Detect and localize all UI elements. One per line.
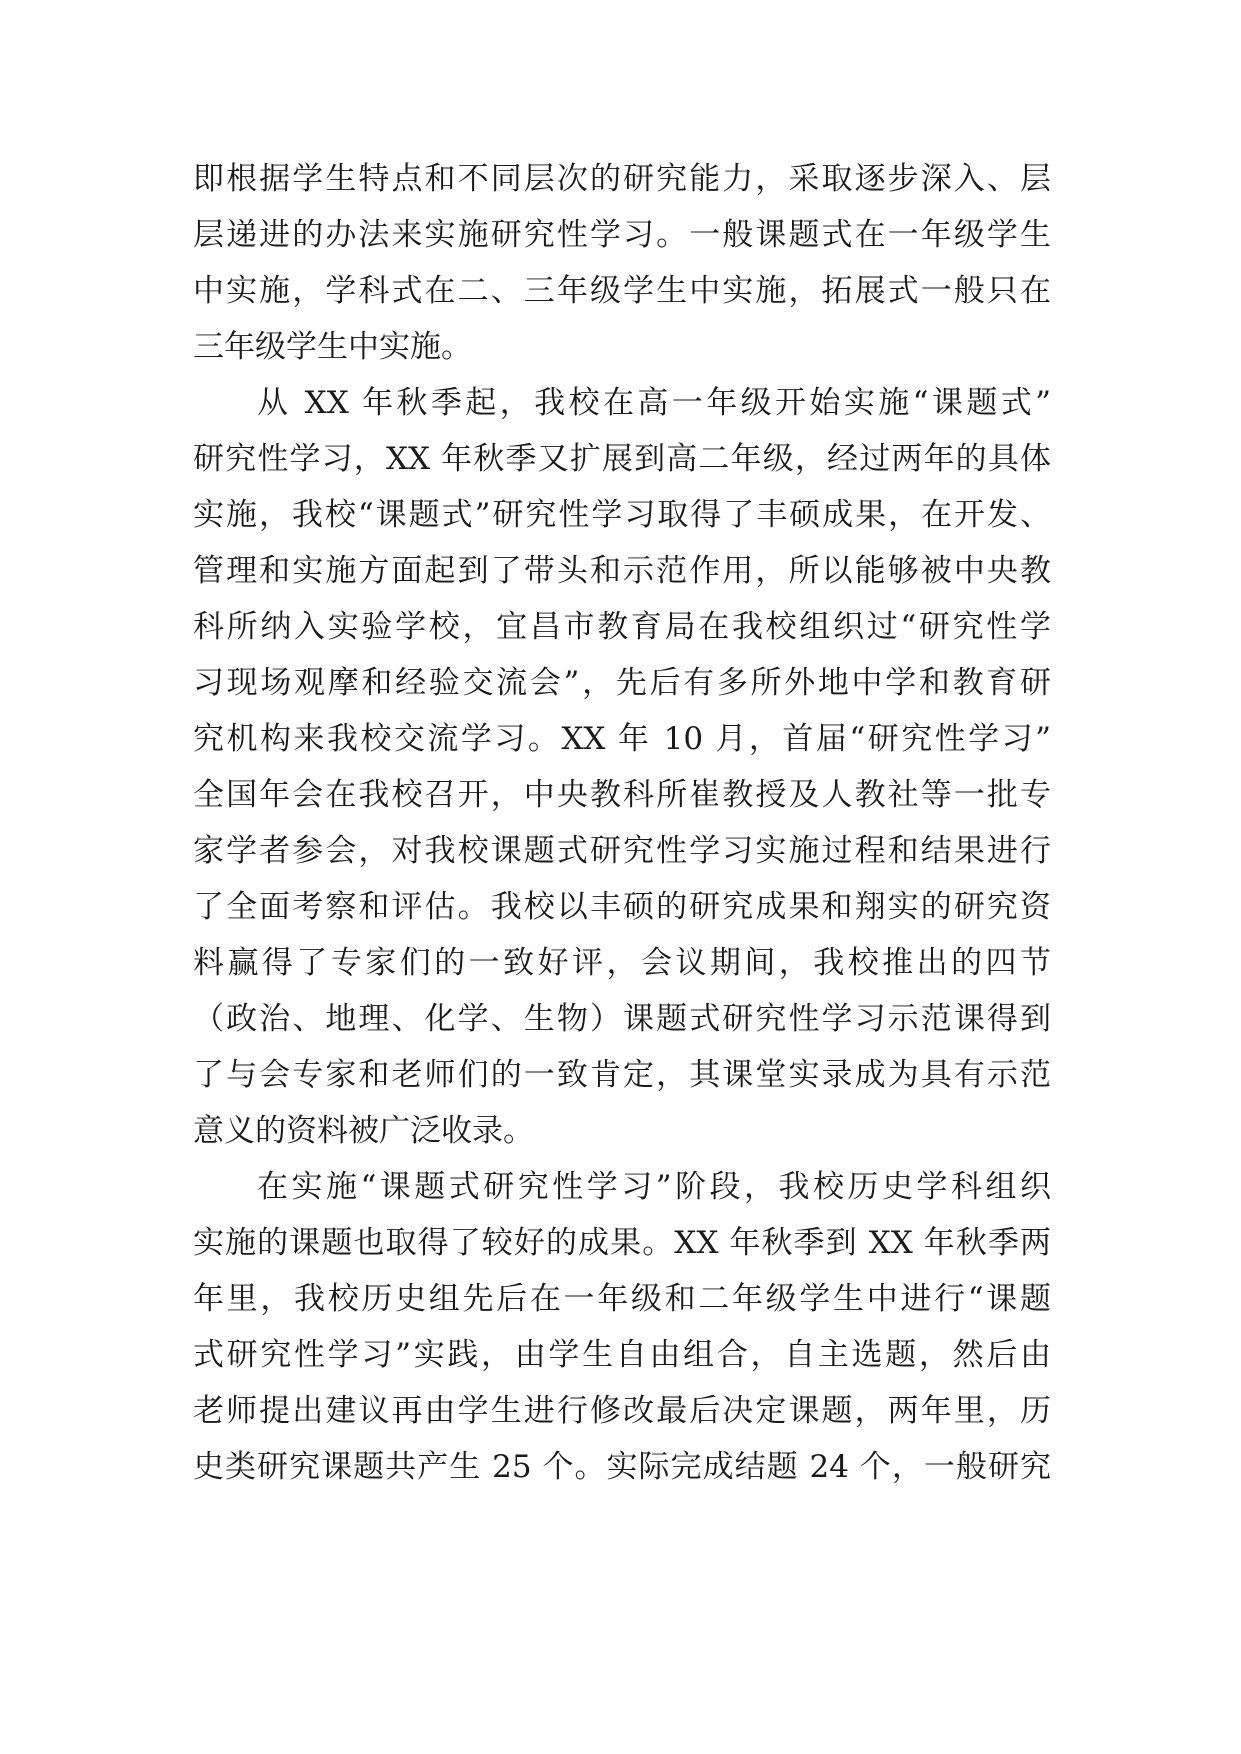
paragraph-2 — [193, 375, 1051, 1159]
text-line: 史类研究课题共产生 25 个。实际完成结题 24 个，一般研究 — [193, 1449, 1051, 1485]
text-line: 了与会专家和老师们的一致肯定，其课堂实录成为具有示范 — [193, 1057, 1051, 1093]
text-line: 全国年会在我校召开，中央教科所崔教授及人教社等一批专 — [193, 777, 1051, 813]
text-line: 实施，我校“课题式”研究性学习取得了丰硕成果，在开发、 — [193, 497, 1051, 533]
text-line: 研究性学习，XX 年秋季又扩展到高二年级，经过两年的具体 — [193, 441, 1051, 477]
text-line: 家学者参会，对我校课题式研究性学习实施过程和结果进行 — [193, 833, 1051, 869]
text-line: 科所纳入实验学校，宜昌市教育局在我校组织过“研究性学 — [193, 609, 1051, 645]
text-line: （政治、地理、化学、生物）课题式研究性学习示范课得到 — [193, 1001, 1051, 1037]
text-line: 习现场观摩和经验交流会”，先后有多所外地中学和教育研 — [193, 665, 1051, 701]
text-line: 老师提出建议再由学生进行修改最后决定课题，两年里，历 — [193, 1393, 1051, 1429]
paragraph-3 — [193, 1159, 1051, 1495]
text-line: 了全面考察和评估。我校以丰硕的研究成果和翔实的研究资 — [193, 889, 1051, 925]
text-line: 料赢得了专家们的一致好评，会议期间，我校推出的四节 — [193, 945, 1051, 981]
document-body — [193, 151, 1051, 1495]
text-line: 从 XX 年秋季起，我校在高一年级开始实施“课题式” — [257, 385, 1051, 421]
text-line: 即根据学生特点和不同层次的研究能力，采取逐步深入、层 — [193, 161, 1051, 197]
text-line: 在实施“课题式研究性学习”阶段，我校历史学科组织 — [257, 1169, 1051, 1205]
text-line: 管理和实施方面起到了带头和示范作用，所以能够被中央教 — [193, 553, 1051, 589]
text-line: 究机构来我校交流学习。XX 年 10 月，首届“研究性学习” — [193, 721, 1051, 757]
text-line: 意义的资料被广泛收录。 — [193, 1113, 534, 1149]
text-line: 年里，我校历史组先后在一年级和二年级学生中进行“课题 — [193, 1281, 1051, 1317]
text-line: 中实施，学科式在二、三年级学生中实施，拓展式一般只在 — [193, 273, 1051, 309]
paragraph-1 — [193, 151, 1051, 375]
text-line: 三年级学生中实施。 — [193, 329, 472, 365]
text-line: 实施的课题也取得了较好的成果。XX 年秋季到 XX 年秋季两 — [193, 1225, 1051, 1261]
text-line: 层递进的办法来实施研究性学习。一般课题式在一年级学生 — [193, 217, 1051, 253]
text-line: 式研究性学习”实践，由学生自由组合，自主选题，然后由 — [193, 1337, 1051, 1373]
